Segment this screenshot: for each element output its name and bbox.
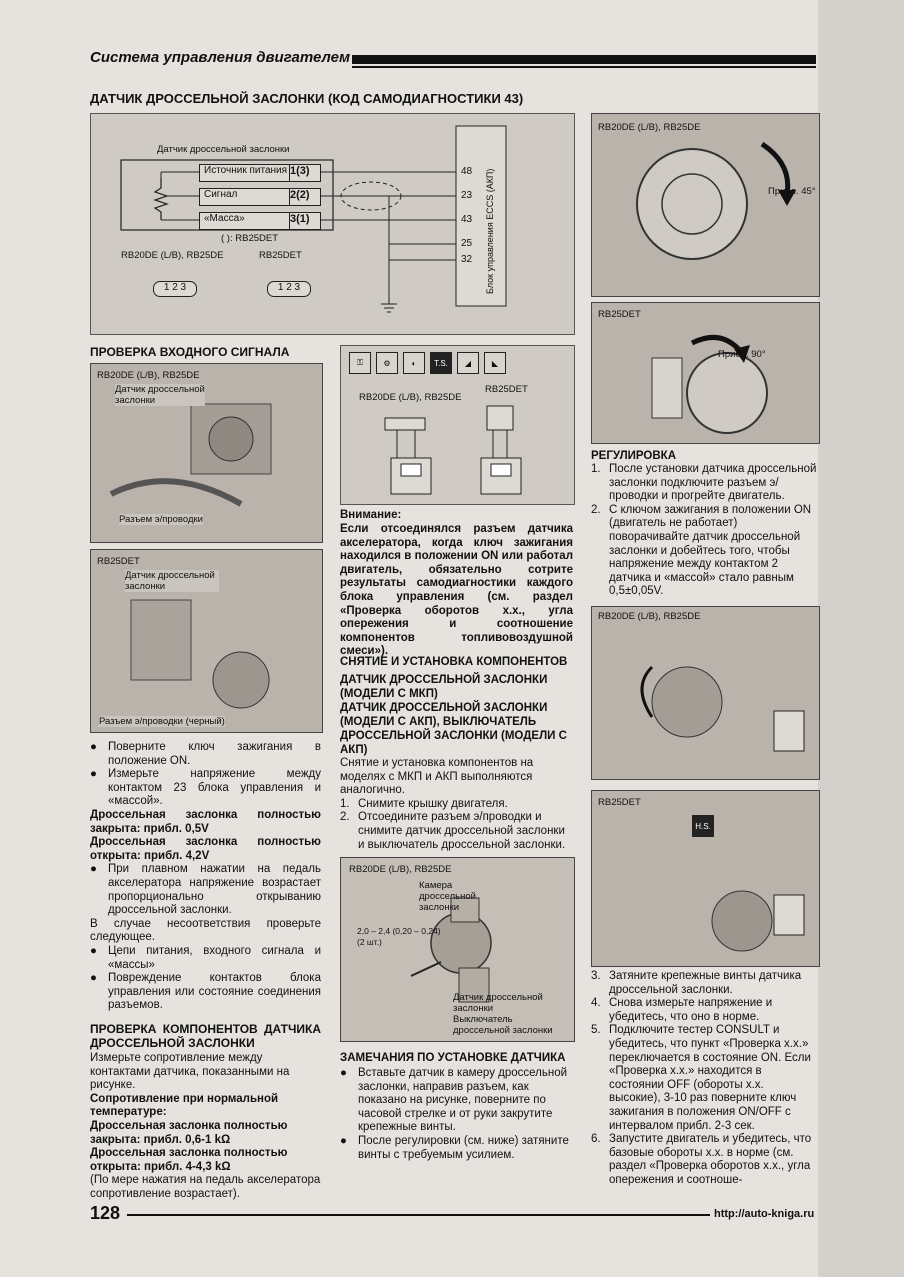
- ecu-label: [485, 280, 575, 294]
- hs-icon: H.S.: [692, 815, 714, 837]
- meter-left-label: RB20DE (L/B), RB25DE: [359, 392, 462, 403]
- ecu-pin-32: 32: [461, 254, 473, 265]
- ecu-pin-25: 25: [461, 238, 473, 249]
- spec-closed-resistance: Дроссельная заслонка полностью закрыта: прибл. 0,6-1 kΩ: [90, 1119, 288, 1146]
- header-rule-thin: [352, 66, 816, 68]
- resistance-note: (По мере нажатия на педаль акселератора сопротивление возрастает).: [90, 1174, 321, 1200]
- diagram-pin-power: 1(3): [289, 164, 321, 182]
- fig2-angle: Прибл. 90°: [718, 349, 766, 360]
- parts-label: RB20DE (L/B), RB25DE: [349, 864, 452, 875]
- install-notes-text: ● Вставьте датчик в камеру дроссельной заслонки, направив разъем, как показано на рисунке, поверните по часовой стрелке и от руки закрутите крепежные винты. ● После регулировки (см. ниже) затяните винты с требуемым усилием.: [340, 1067, 569, 1161]
- removal-sub-at: ДАТЧИК ДРОССЕЛЬНОЙ ЗАСЛОНКИ (МОДЕЛИ С АКП), ВЫКЛЮЧАТЕЛЬ ДРОССЕЛЬНОЙ ЗАСЛОНКИ (МОДЕЛИ С АКП): [340, 702, 567, 756]
- figure-angle-45: [591, 113, 820, 297]
- connector-left-label: RB20DE (L/B), RB25DE: [121, 250, 224, 261]
- removal-intro: Снятие и установка компонентов на моделях с МКП и АКП выполняются аналогично.: [340, 757, 534, 797]
- connector-right-label: RB25DET: [259, 250, 302, 261]
- resistance-heading: Сопротивление при нормальной температуре:: [90, 1092, 279, 1119]
- throttle-body-drawing: [592, 114, 819, 296]
- connector-icon: ◐: [403, 352, 425, 374]
- connector-right-pins: 1 2 3: [267, 281, 311, 297]
- input-signal-steps: ● Поверните ключ зажигания в положение ON. ● Измерьте напряжение между контактом 23 блока управления и «массой». Дроссельная заслонка полностью закрыта: прибл. 0,5V Дроссельная заслонка полностью открыта: прибл. 4,2V ● При плавном нажатии на педаль акселератора напряжение возрастает пропорционально открыванию дроссельной заслонки. В случае несоответствия проверьте следующее. ● Цепи питания, входного сигнала и «массы» ● Повреждение контактов блока управления или состояние соединения разъемов.: [90, 741, 321, 1012]
- ecu-pin-48: 48: [461, 166, 473, 177]
- pedal-icon: ◢: [457, 352, 479, 374]
- removal-step-1: Снимите крышку двигателя.: [358, 797, 508, 810]
- diagram-row-power: Источник питания: [199, 164, 293, 182]
- photo1-connector: Разъем э/проводки: [119, 514, 203, 525]
- ts-icon: T.S.: [430, 352, 452, 374]
- fig1-angle: Прибл. 45°: [768, 186, 816, 197]
- adjust-photo-shapes: [592, 607, 819, 779]
- ignition-key-icon: ⚿: [349, 352, 371, 374]
- adjust-step-1: После установки датчика дроссельной заслонки подключите разъем э/проводки и прогрейте двигатель.: [609, 463, 817, 503]
- removal-step-2: Отсоедините разъем э/проводки и снимите датчик дроссельной заслонки и выключатель дроссельной заслонки.: [358, 811, 566, 851]
- adjust-step-4: Снова измерьте напряжение и убедитесь, что оно в норме.: [609, 997, 773, 1023]
- connector-left-pins: 1 2 3: [153, 281, 197, 297]
- step-measure-voltage: Измерьте напряжение между контактом 23 блока управления и «массой».: [108, 768, 321, 808]
- fig4-label: RB25DET: [598, 797, 641, 808]
- adjustment-text: 1. После установки датчика дроссельной заслонки подключите разъем э/проводки и прогрейте двигатель. 2. С ключом зажигания в положении ON (двигатель не работает) поворачивайте датчик дроссельной заслонки и добейтесь того, чтобы напряжение между контактом 2 датчика и «массой» стало равным 0,5±0,05V.: [591, 463, 817, 598]
- throttle-body-drawing-2: [592, 303, 819, 443]
- warning-title: Внимание:: [340, 509, 402, 521]
- warning-text: Если отсоединялся разъем датчика акселератора, когда ключ зажигания находился в положении ON или работал двигатель, обязательно сотрите результаты самодиагностики каждого блока управления (см. раздел «Проверка оборотов х.х., угла опережения и соотношение компонентов топливовоздушной смеси»).: [340, 523, 573, 658]
- spec-open-resistance: Дроссельная заслонка полностью открыта: прибл. 4-4,3 kΩ: [90, 1147, 288, 1173]
- photo-adjust-rb25det: [591, 790, 820, 967]
- adjustment-steps-cont: 3. Затяните крепежные винты датчика дроссельной заслонки. 4. Снова измерьте напряжение и убедитесь, что оно в норме. 5. Подключите тестер CONSULT и убедитесь, что пункт «Проверка х.х.» переключается в состояние ON. Если «Проверка х.х.» находится в состоянии OFF (обороты х.х. высокие), 3-10 раз поверните ключ зажигания в положения ON/OFF с интервалом прибл. 2-3 сек. 6. Запустите двигатель и убедитесь, что базовые обороты х.х. в норме (см. раздел «Проверка оборотов х.х., угла опережения и соотноше-: [591, 970, 812, 1186]
- meter-drawing: [341, 346, 574, 504]
- install-note-1: Вставьте датчик в камеру дроссельной заслонки, направив разъем, как показано на рисунке, поверните по часовой стрелке и от руки закрутите крепежные винты.: [358, 1067, 568, 1134]
- fault-intro: В случае несоответствия проверьте следующее.: [90, 917, 321, 944]
- diagram-pin-ground: 3(1): [289, 212, 321, 230]
- adjust-step-2: С ключом зажигания в положении ON (двигатель не работает) поворачивайте датчик дроссельной заслонки и добейтесь того, чтобы напряжение между контактом 2 датчика и «массой» стало равным 0,5±0,05V.: [609, 503, 812, 598]
- footer-url[interactable]: http://auto-kniga.ru: [714, 1208, 815, 1220]
- components-intro: Измерьте сопротивление между контактами датчика, показанными на рисунке.: [90, 1052, 290, 1092]
- section-title-adjustment: РЕГУЛИРОВКА: [591, 450, 677, 462]
- photo1-label: RB20DE (L/B), RB25DE: [97, 370, 200, 381]
- ecu-pin-43: 43: [461, 214, 473, 225]
- spec-closed-voltage: Дроссельная заслонка полностью закрыта: прибл. 0,5V: [90, 808, 321, 835]
- photo2-label: RB25DET: [97, 556, 140, 567]
- ecu-pin-23: 23: [461, 190, 473, 201]
- photo1-sensor: Датчик дроссельной заслонки: [115, 384, 205, 406]
- section-title-input-signal: ПРОВЕРКА ВХОДНОГО СИГНАЛА: [90, 345, 290, 359]
- section-title-sensor: ДАТЧИК ДРОССЕЛЬНОЙ ЗАСЛОНКИ (КОД САМОДИАГНОСТИКИ 43): [90, 91, 524, 106]
- photo-adjust-rb20de: [591, 606, 820, 780]
- wiring-diagram: [90, 113, 575, 335]
- page-edge: [818, 0, 904, 1277]
- removal-sub-mt: ДАТЧИК ДРОССЕЛЬНОЙ ЗАСЛОНКИ (МОДЕЛИ С МКП): [340, 674, 548, 700]
- photo-engine-rb25det: [90, 549, 323, 733]
- diagram-note: ( ): RB25DET: [221, 233, 279, 244]
- running-header: Система управления двигателем: [90, 49, 351, 66]
- fig3-label: RB20DE (L/B), RB25DE: [598, 611, 701, 622]
- diagram-sensor-label: Датчик дроссельной заслонки: [157, 144, 290, 155]
- adjust-step-3: Затяните крепежные винты датчика дроссельной заслонки.: [609, 970, 802, 996]
- fig1-label: RB20DE (L/B), RB25DE: [598, 122, 701, 133]
- section-title-install-notes: ЗАМЕЧАНИЯ ПО УСТАНОВКЕ ДАТЧИКА: [340, 1052, 566, 1064]
- footer-rule: [127, 1214, 710, 1216]
- figure-angle-90: [591, 302, 820, 444]
- step-ignition-on: Поверните ключ зажигания в положение ON.: [108, 741, 321, 767]
- parts-figure: [340, 857, 575, 1042]
- section-title-removal: СНЯТИЕ И УСТАНОВКА КОМПОНЕНТОВ: [340, 656, 568, 668]
- fault-contacts: Повреждение контактов блока управления или состояние соединения разъемов.: [108, 972, 321, 1012]
- section-title-components: ПРОВЕРКА КОМПОНЕНТОВ ДАТЧИКА ДРОССЕЛЬНОЙ ЗАСЛОНКИ: [90, 1022, 321, 1050]
- adjust-step-5: Подключите тестер CONSULT и убедитесь, что пункт «Проверка х.х.» переключается в состояние ON. Если «Проверка х.х.» находится в состоянии OFF (обороты х.х. высокие), 3-10 раз поверните ключ зажигания в положения ON/OFF с интервалом прибл. 2-3 сек.: [609, 1024, 811, 1132]
- header-rule: [352, 55, 816, 64]
- photo-engine-rb20de: [90, 363, 323, 543]
- parts-sensor: Датчик дроссельной заслонки: [453, 992, 543, 1014]
- photo2-connector: Разъем э/проводки (черный): [99, 716, 225, 727]
- parts-switch: Выключатель дроссельной заслонки: [453, 1014, 553, 1036]
- pedal-press-icon: ◣: [484, 352, 506, 374]
- photo2-sensor: Датчик дроссельной заслонки: [125, 570, 219, 592]
- fig2-label: RB25DET: [598, 309, 641, 320]
- voltage-check-figure: [340, 345, 575, 505]
- fault-circuits: Цепи питания, входного сигнала и «массы»: [108, 944, 321, 971]
- meter-right-label: RB25DET: [485, 384, 528, 395]
- components-text: [90, 1052, 321, 1202]
- diagram-row-signal: Сигнал: [199, 188, 293, 206]
- parts-torque: 2,0 – 2,4 (0,20 – 0,24) (2 шт.): [357, 926, 441, 947]
- parts-chamber: Камера дроссельной заслонки: [419, 880, 476, 913]
- diagram-pin-signal: 2(2): [289, 188, 321, 206]
- diagram-row-ground: «Масса»: [199, 212, 293, 230]
- spec-open-voltage: Дроссельная заслонка полностью открыта: прибл. 4,2V: [90, 836, 321, 862]
- engine-off-icon: ⚙: [376, 352, 398, 374]
- step-pedal-voltage: При плавном нажатии на педаль акселератора напряжение возрастает пропорционально открыванию дроссельной заслонки.: [108, 863, 321, 917]
- removal-text: ДАТЧИК ДРОССЕЛЬНОЙ ЗАСЛОНКИ (МОДЕЛИ С МКП) ДАТЧИК ДРОССЕЛЬНОЙ ЗАСЛОНКИ (МОДЕЛИ С АКП), ВЫКЛЮЧАТЕЛЬ ДРОССЕЛЬНОЙ ЗАСЛОНКИ (МОДЕЛИ С АКП) Снятие и установка компонентов на моделях с МКП и АКП выполняются аналогично. 1. Снимите крышку двигателя. 2. Отсоедините разъем э/проводки и снимите датчик дроссельной заслонки и выключатель дроссельной заслонки.: [340, 673, 573, 852]
- page-number: 128: [90, 1203, 121, 1223]
- install-note-2: После регулировки (см. ниже) затяните винты с требуемым усилием.: [358, 1134, 569, 1161]
- adjust-step-6: Запустите двигатель и убедитесь, что базовые обороты х.х. в норме (см. раздел «Проверка оборотов х.х., угла опережения и соотноше-: [609, 1133, 812, 1186]
